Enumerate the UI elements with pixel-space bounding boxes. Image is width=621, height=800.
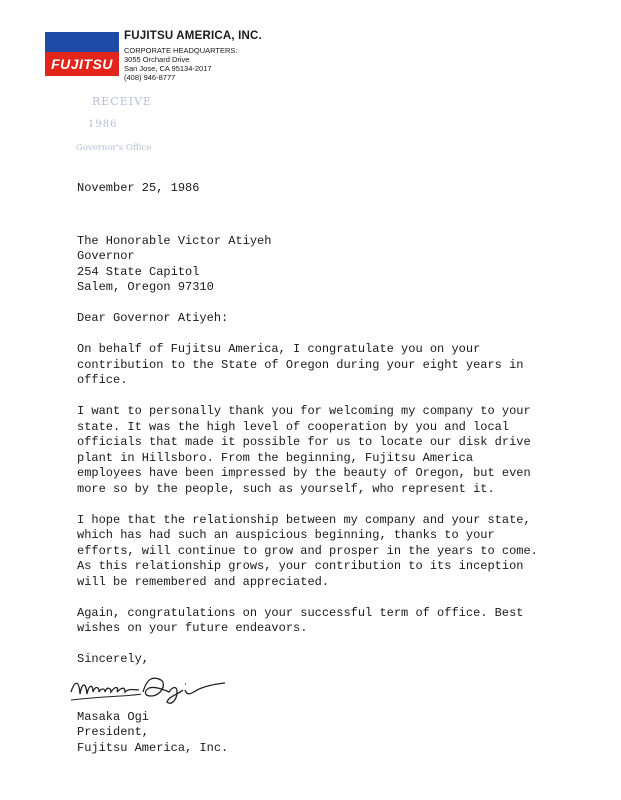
letter-body — [77, 181, 577, 756]
stamp-office-text: Governor's Office — [76, 143, 152, 153]
company-address — [124, 46, 238, 82]
handwritten-signature — [77, 676, 577, 710]
address-line: 3055 Orchard Drive — [124, 55, 190, 64]
paragraph: Again, congratulations on your successful term of office. Best wishes on your future endeavors. — [77, 605, 524, 635]
paragraph: I hope that the relationship between my company and your state, which has had such an auspicious beginning, thanks to your efforts, will continue to grow and prosper in the years to come. As this relationship grows, your contribution to its inception will be remembered and appreciated. — [77, 512, 538, 589]
logo-blue-band — [45, 32, 119, 52]
address-line: (408) 946-8777 — [124, 73, 176, 82]
stamp-received-text: RECEIVE — [92, 95, 153, 108]
paragraph: I want to personally thank you for welcoming my company to your state. It was the high level of cooperation by you and local officials that made it possible for us to locate our disk drive plant in Hillsboro. From the beginning, Fujitsu America employees have been impressed by the beauty of Oregon, but even more so by the people, such as yourself, who represent it. — [77, 404, 531, 496]
recipient-address: The Honorable Victor Atiyeh Governor 254 State Capitol Salem, Oregon 97310 — [77, 233, 272, 294]
company-name: FUJITSU AMERICA, INC. — [124, 30, 262, 42]
address-line: San Jose, CA 95134-2017 — [124, 64, 212, 73]
signer-block: Masaka Ogi President, Fujitsu America, Inc. — [77, 709, 229, 755]
stamp-date-text: 1986 — [88, 119, 118, 130]
letter-date: November 25, 1986 — [77, 181, 200, 195]
closing: Sincerely, — [77, 652, 150, 666]
logo-text: FUJITSU — [45, 52, 119, 76]
received-stamp — [70, 95, 190, 155]
address-line: CORPORATE HEADQUARTERS: — [124, 46, 238, 55]
salutation: Dear Governor Atiyeh: — [77, 311, 229, 325]
paragraph: On behalf of Fujitsu America, I congratulate you on your contribution to the State of Oregon during your eight years in office. — [77, 342, 524, 387]
fujitsu-logo — [45, 32, 119, 76]
signature-graphic — [65, 670, 285, 710]
